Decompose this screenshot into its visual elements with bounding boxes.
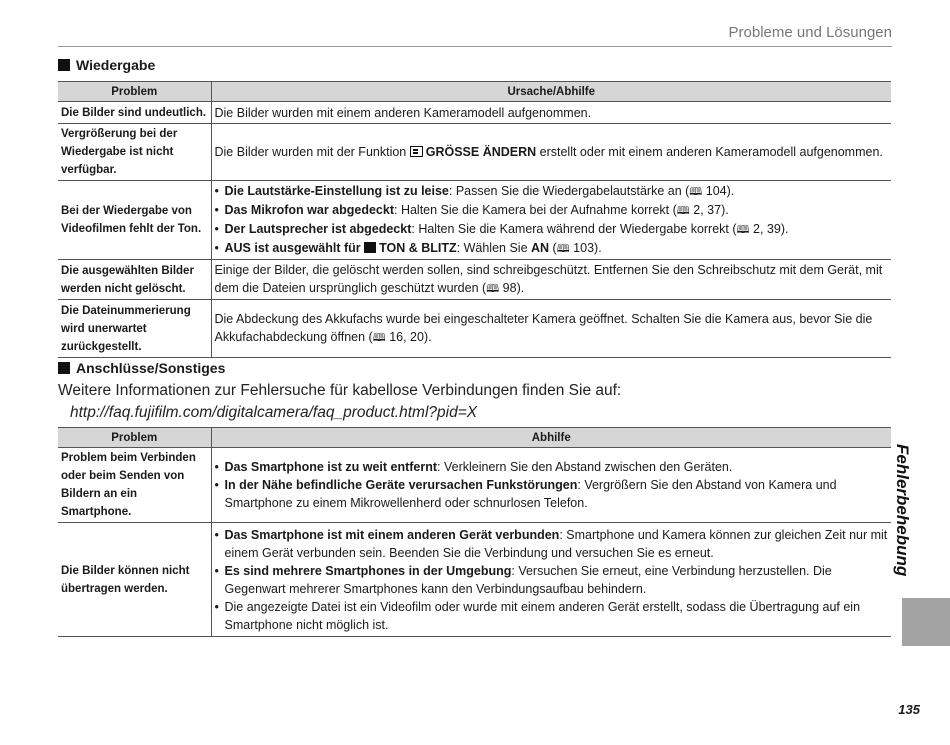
chapter-side-label <box>893 444 927 594</box>
book-icon: 🕮 <box>676 205 690 217</box>
remedy-text: Die angezeigte Datei ist ein Videofilm oder wurde mit einem anderen Gerät erstellt, sodass die Übertragung auf ein Smartphone nicht möglich ist. <box>224 599 861 632</box>
punct: ( <box>549 241 557 255</box>
solution-text: erstellt oder mit einem anderen Kameramodell aufgenommen. <box>536 145 883 159</box>
resize-icon <box>410 146 423 157</box>
book-icon: 🕮 <box>556 243 570 255</box>
square-bullet-icon <box>58 362 70 374</box>
square-bullet-icon <box>58 59 70 71</box>
solution-cell <box>211 300 891 358</box>
remedy-text: : Versuchen Sie erneut, eine Verbindung herzustellen. Die Gegenwart mehrerer Smartphones kann den Verbindungsaufbau behindern. <box>224 563 832 596</box>
header-title: Probleme und Lösungen <box>728 24 892 41</box>
page-number: 135 <box>898 702 920 717</box>
section-heading-anschluesse <box>58 360 225 376</box>
list-item <box>215 458 889 476</box>
remedy-text: : Smartphone und Kamera können zur gleichen Zeit nur mit einem Gerät verbunden sein. Beenden Sie die Verbindung und versuchen Sie es erneut. <box>224 527 888 560</box>
remedy-text: : Passen Sie die Wiedergabelautstärke an ( <box>448 184 690 198</box>
troubleshooting-table-connections <box>58 427 891 637</box>
header-rule <box>58 46 892 47</box>
table-row <box>58 181 891 260</box>
problem-cell: Bei der Wiedergabe von Videofilmen fehlt der Ton. <box>58 181 211 260</box>
table-row <box>58 448 891 523</box>
problem-cell: Die Dateinummerierung wird unerwartet zurückgestellt. <box>58 300 211 358</box>
faq-link[interactable]: http://faq.fujifilm.com/digitalcamera/faq_product.html?pid=X <box>70 404 478 421</box>
book-icon: 🕮 <box>689 186 703 198</box>
table-row <box>58 523 891 637</box>
solution-cell <box>211 260 891 300</box>
problem-cell: Die ausgewählten Bilder werden nicht gelöscht. <box>58 260 211 300</box>
cause-label: AUS ist ausgewählt für <box>224 241 365 255</box>
column-header-problem: Problem <box>58 428 211 448</box>
list-item <box>215 220 889 239</box>
cause-label: Es sind mehrere Smartphones in der Umgebung <box>224 563 512 578</box>
remedy-text: : Halten Sie die Kamera bei der Aufnahme korrekt ( <box>394 203 677 217</box>
list-item <box>215 239 889 258</box>
cause-label: In der Nähe befindliche Geräte verursachen Funkstörungen <box>224 478 578 492</box>
punct: ). <box>423 330 432 344</box>
list-item <box>215 476 889 512</box>
solution-text: Die Abdeckung des Akkufachs wurde bei eingeschalteter Kamera geöffnet. Schalten Sie die Kamera aus, bevor Sie die Akkufachabdeckung öffnen ( <box>214 312 873 344</box>
remedy-text: : Verkleinern Sie den Abstand zwischen den Geräten. <box>437 460 733 474</box>
punct: ). <box>780 222 789 236</box>
column-header-problem: Problem <box>58 82 211 102</box>
section-heading-wiedergabe <box>58 57 155 73</box>
remedy-text: : Wählen Sie <box>456 241 531 255</box>
punct: ). <box>721 203 729 217</box>
solution-cell: Die Bilder wurden mit einem anderen Kameramodell aufgenommen. <box>211 102 891 124</box>
page-ref: 16, 20 <box>389 330 424 344</box>
menu-option-label: TON & BLITZ <box>379 241 457 255</box>
page-ref: 2, 39 <box>753 222 781 236</box>
list-item <box>215 562 889 598</box>
problem-cell: Problem beim Verbinden oder beim Senden von Bildern an ein Smartphone. <box>58 448 211 523</box>
book-icon: 🕮 <box>736 224 750 236</box>
option-value: AN <box>531 241 550 255</box>
menu-option-label: GRÖSSE ÄNDERN <box>425 145 537 159</box>
punct: ). <box>726 184 735 198</box>
remedy-text: : Halten Sie die Kamera während der Wiedergabe korrekt ( <box>411 222 737 236</box>
list-item <box>215 201 889 220</box>
table-header-row <box>58 428 891 448</box>
list-item <box>215 526 889 562</box>
cause-label: Das Smartphone ist mit einem anderen Gerät verbunden <box>224 527 560 542</box>
chapter-label-text: Fehlerbehebung <box>893 444 912 577</box>
remedy-text: : Vergrößern Sie den Abstand von Kamera und Smartphone zu einem Mikrowellenherd oder schnurlosen Telefon. <box>224 478 837 510</box>
table-row <box>58 102 891 124</box>
problem-cell: Vergrößerung bei der Wiedergabe ist nicht verfügbar. <box>58 124 211 181</box>
chapter-tab <box>902 598 950 646</box>
info-text: Weitere Informationen zur Fehlersuche für kabellose Verbindungen finden Sie auf: <box>58 382 622 399</box>
cause-label: Das Mikrofon war abgedeckt <box>224 203 394 217</box>
movie-icon <box>364 242 376 253</box>
page-ref: 2, 37 <box>693 203 722 217</box>
punct: ). <box>594 241 602 255</box>
solution-text: Die Bilder wurden mit der Funktion <box>214 145 410 159</box>
table-row <box>58 300 891 358</box>
problem-cell: Die Bilder können nicht übertragen werden. <box>58 523 211 637</box>
table-row <box>58 260 891 300</box>
list-item <box>215 182 889 201</box>
page-ref: 103 <box>573 241 595 255</box>
solution-cell <box>211 124 891 181</box>
solution-cell <box>211 448 891 523</box>
column-header-solution: Ursache/Abhilfe <box>211 82 891 102</box>
cause-label: Das Smartphone ist zu weit entfernt <box>224 460 438 474</box>
column-header-solution: Abhilfe <box>211 428 891 448</box>
list-item <box>215 598 889 634</box>
cause-label: Der Lautsprecher ist abgedeckt <box>224 222 412 236</box>
section-title: Anschlüsse/Sonstiges <box>76 360 226 376</box>
troubleshooting-table-playback <box>58 81 891 358</box>
solution-cell <box>211 523 891 637</box>
page-ref: 104 <box>705 184 727 198</box>
page-ref: 98 <box>502 281 517 295</box>
table-row <box>58 124 891 181</box>
solution-text: Einige der Bilder, die gelöscht werden sollen, sind schreibgeschützt. Entfernen Sie den Schreibschutz mit dem Gerät, mit dem die Dateien ursprünglich geschützt wurden ( <box>214 263 883 295</box>
book-icon: 🕮 <box>372 332 386 344</box>
punct: ). <box>516 281 525 295</box>
book-icon: 🕮 <box>486 283 500 295</box>
cause-label: Die Lautstärke-Einstellung ist zu leise <box>224 184 449 198</box>
solution-cell <box>211 181 891 260</box>
problem-cell: Die Bilder sind undeutlich. <box>58 102 211 124</box>
section-title: Wiedergabe <box>76 57 156 73</box>
table-header-row <box>58 82 891 102</box>
